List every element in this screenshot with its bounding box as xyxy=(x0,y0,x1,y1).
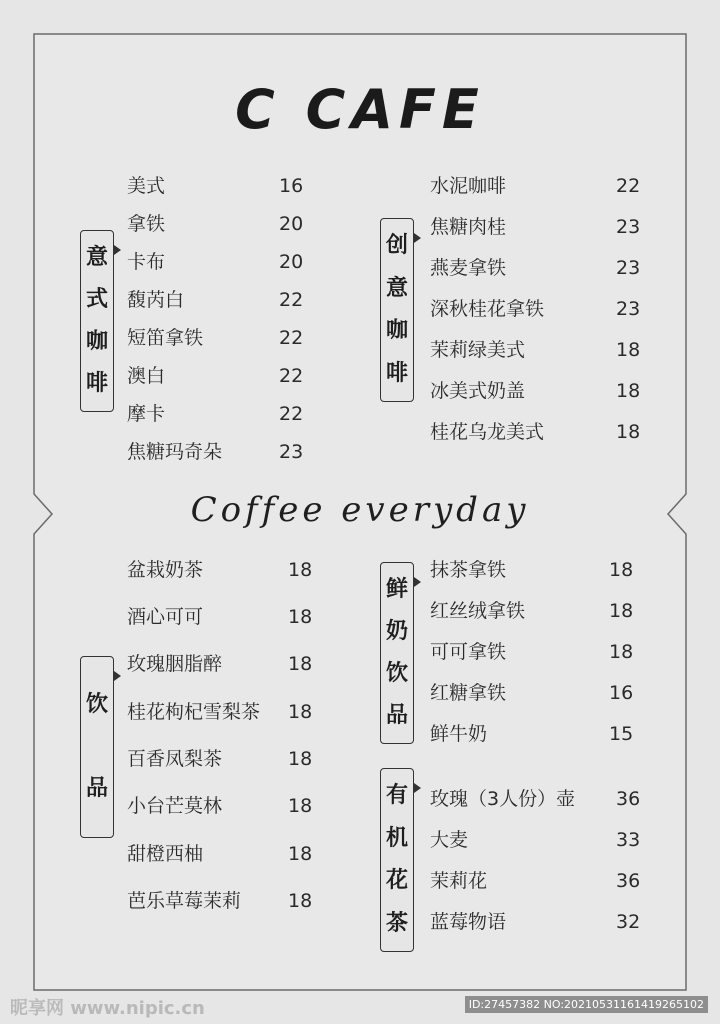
category-label-creative: 创 意 咖 啡 xyxy=(380,218,414,402)
watermark-id: ID:27457382 NO:20210531161419265102 xyxy=(465,996,708,1013)
category-label-espresso: 意 式 咖 啡 xyxy=(80,230,114,412)
drinks-list: 盆栽奶茶 18 酒心可可 18 玫瑰胭脂醉 18 桂花枸杞雪梨茶 18 百香凤梨茶 18 小台芒莫林 18 甜橙西柚 18 芭乐草莓茉莉 18 xyxy=(127,559,313,912)
category-label-flower-tea: 有 机 花 茶 xyxy=(380,768,414,952)
slogan: Coffee everyday xyxy=(190,490,530,530)
category-label-drinks: 饮 品 xyxy=(80,656,114,838)
category-label-milk: 鲜 奶 饮 品 xyxy=(380,562,414,744)
flower-tea-list: 玫瑰（3人份）壶 36 大麦 33 茉莉花 36 蓝莓物语 32 xyxy=(430,788,641,933)
espresso-list: 美式 16 拿铁 20 卡布 20 馥芮白 22 短笛拿铁 22 澳白 22 摩卡 22 焦糖玛奇朵 23 xyxy=(127,175,304,463)
milk-list: 抹茶拿铁 18 红丝绒拿铁 18 可可拿铁 18 红糖拿铁 16 鲜牛奶 15 xyxy=(430,559,634,745)
watermark-logo: 昵享网 www.nipic.cn xyxy=(10,998,205,1019)
cafe-title: C CAFE xyxy=(235,78,485,141)
creative-list: 水泥咖啡 22 焦糖肉桂 23 燕麦拿铁 23 深秋桂花拿铁 23 茉莉绿美式 18 冰美式奶盖 18 桂花乌龙美式 18 xyxy=(430,175,641,443)
